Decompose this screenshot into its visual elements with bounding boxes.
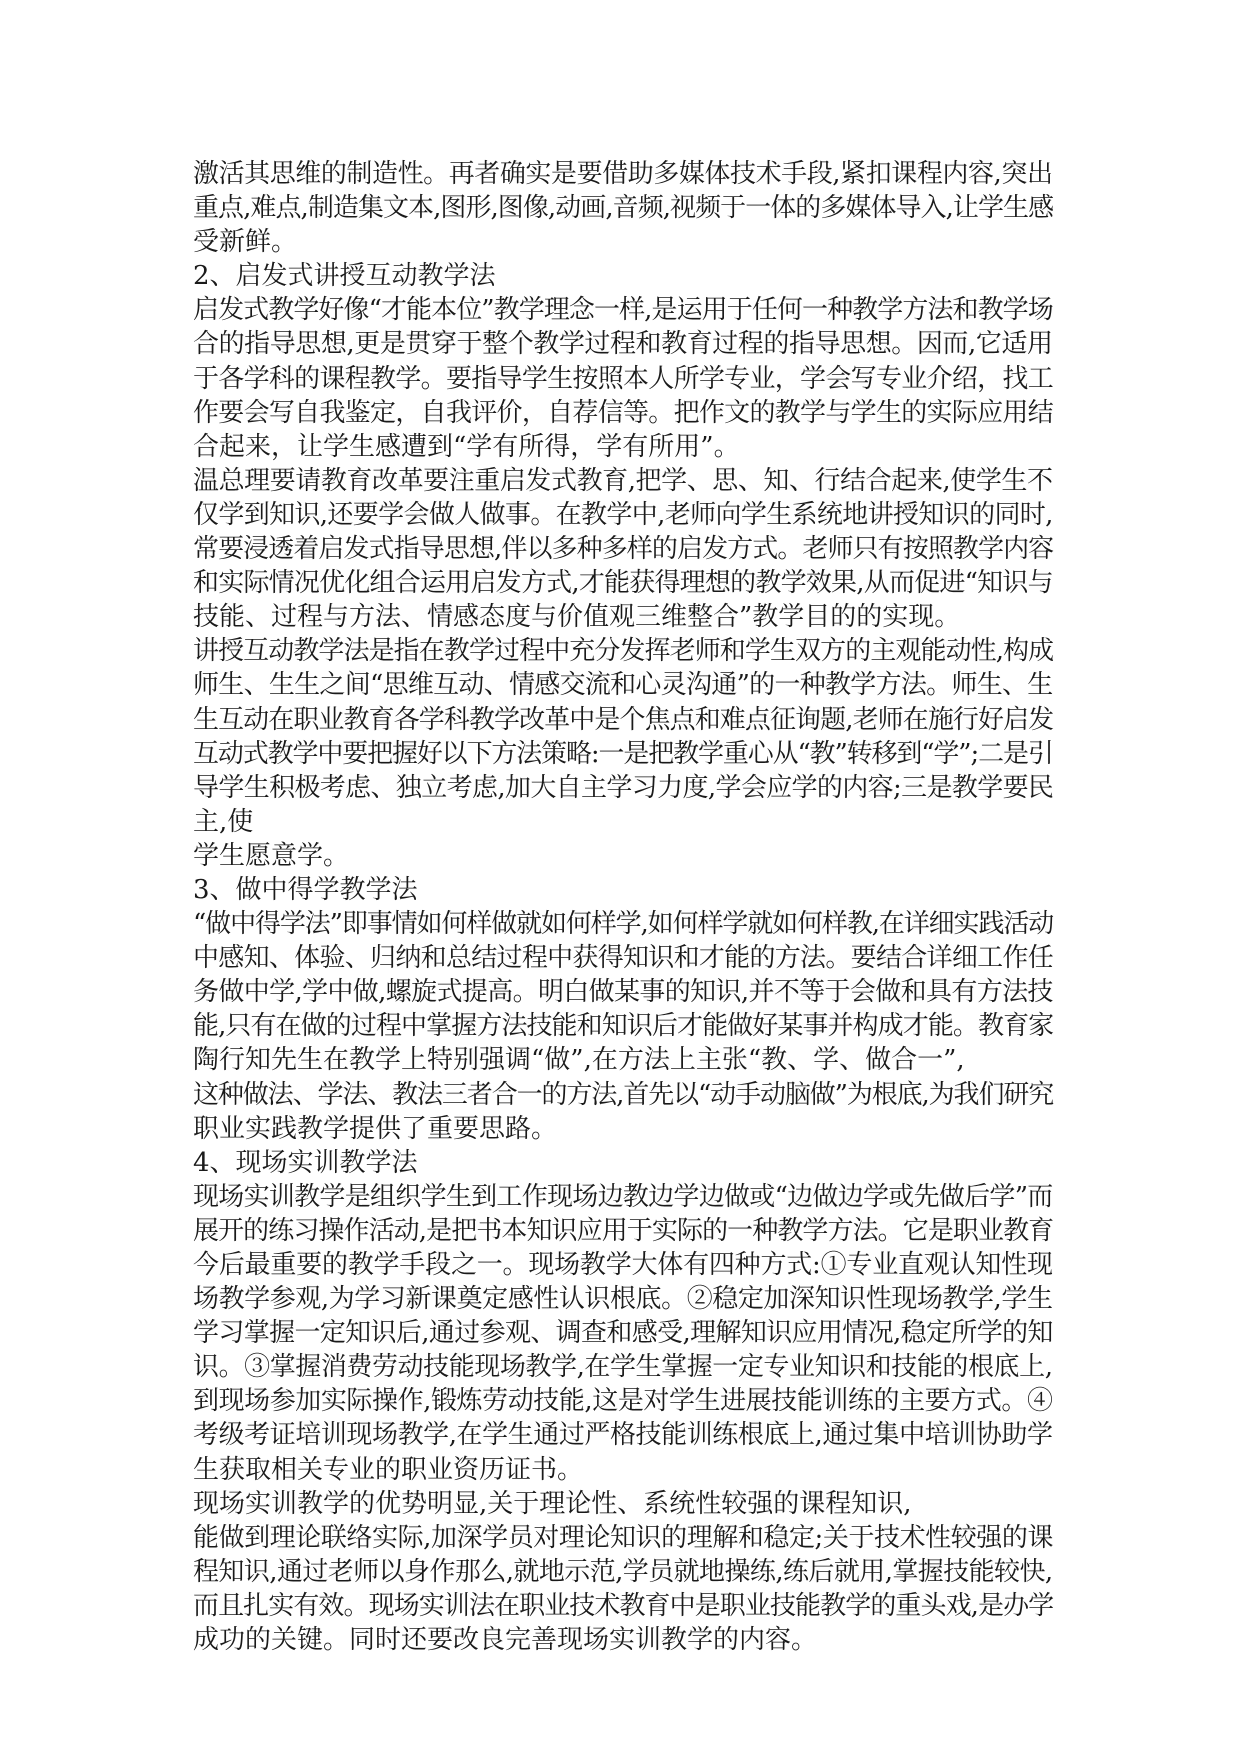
text-line: 4、现场实训教学法 [193, 1147, 418, 1178]
text-line: 今后最重要的教学手段之一。现场教学大体有四种方式:①专业直观认知性现 [193, 1250, 1053, 1280]
text-line: 陶行知先生在教学上特别强调“做”,在方法上主张“教、学、做合一”, [193, 1045, 965, 1076]
text-line: 仅学到知识,还要学会做人做事。在教学中,老师向学生系统地讲授知识的同时, [193, 499, 1053, 530]
text-line: 常要浸透着启发式指导思想,伴以多种多样的启发方式。老师只有按照教学内容 [193, 534, 1054, 565]
text-line: 到现场参加实际操作,锻炼劳动技能,这是对学生进展技能训练的主要方式。④ [193, 1386, 1053, 1417]
text-line: 生互动在职业教育各学科教学改革中是个焦点和难点征询题,老师在施行好启发 [193, 704, 1054, 735]
text-line: 师生、生生之间“思维互动、情感交流和心灵沟通”的一种教学方法。师生、生 [193, 670, 1053, 701]
text-line: 激活其思维的制造性。再者确实是要借助多媒体技术手段,紧扣课程内容,突出 [193, 159, 1053, 189]
text-line: 中感知、体验、归纳和总结过程中获得知识和才能的方法。要结合详细工作任 [193, 943, 1054, 974]
text-line: 于各学科的课程教学。要指导学生按照本人所学专业，学会写专业介绍，找工 [193, 363, 1054, 394]
text-line: 能做到理论联络实际,加深学员对理论知识的理解和稳定;关于技术性较强的课 [193, 1522, 1054, 1553]
text-line: 现场实训教学的优势明显,关于理论性、系统性较强的课程知识, [193, 1488, 912, 1519]
text-line: “做中得学法”即事情如何样做就如何样学,如何样学就如何样教,在详细实践活动 [193, 909, 1054, 940]
text-line: 职业实践教学提供了重要思路。 [193, 1113, 558, 1144]
text-line: 和实际情况优化组合运用启发方式,才能获得理想的教学效果,从而促进“知识与 [193, 568, 1053, 599]
text-line: 温总理要请教育改革要注重启发式教育,把学、思、知、行结合起来,使学生不 [193, 465, 1053, 496]
text-line: 学习掌握一定知识后,通过参观、调查和感受,理解知识应用情况,稳定所学的知 [193, 1318, 1053, 1349]
text-line: 讲授互动教学法是指在教学过程中充分发挥老师和学生双方的主观能动性,构成 [193, 636, 1054, 667]
text-line: 识。③掌握消费劳动技能现场教学,在学生掌握一定专业知识和技能的根底上, [193, 1352, 1053, 1383]
text-line: 生获取相关专业的职业资历证书。 [193, 1454, 584, 1485]
text-line: 现场实训教学是组织学生到工作现场边教边学边做或“边做边学或先做后学”而 [193, 1181, 1053, 1212]
text-line: 互动式教学中要把握好以下方法策略:一是把教学重心从“教”转移到“学”;二是引 [193, 738, 1053, 769]
text-line: 受新鲜。 [193, 227, 298, 258]
text-line: 3、做中得学教学法 [193, 874, 418, 905]
text-line: 2、启发式讲授互动教学法 [193, 261, 496, 292]
text-line: 程知识,通过老师以身作那么,就地示范,学员就地操练,练后就用,掌握技能较快, [193, 1556, 1053, 1587]
text-line: 合的指导思想,更是贯穿于整个教学过程和教育过程的指导思想。因而,它适用 [193, 329, 1053, 360]
text-line: 启发式教学好像“才能本位”教学理念一样,是运用于任何一种教学方法和教学场 [193, 295, 1053, 326]
text-line: 成功的关键。同时还要改良完善现场实训教学的内容。 [193, 1625, 818, 1656]
text-line: 导学生积极考虑、独立考虑,加大自主学习力度,学会应学的内容;三是教学要民 [193, 772, 1054, 803]
text-line: 重点,难点,制造集文本,图形,图像,动画,音频,视频于一体的多媒体导入,让学生感 [193, 193, 1054, 224]
document-body [193, 157, 1053, 1657]
text-line: 合起来，让学生感遭到“学有所得，学有所用”。 [193, 431, 740, 462]
text-line: 作要会写自我鉴定，自我评价，自荐信等。把作文的教学与学生的实际应用结 [193, 397, 1054, 428]
text-line: 展开的练习操作活动,是把书本知识应用于实际的一种教学方法。它是职业教育 [193, 1215, 1054, 1246]
text-line: 技能、过程与方法、情感态度与价值观三维整合”教学目的的实现。 [193, 602, 961, 633]
text-line: 学生愿意学。 [193, 840, 350, 871]
text-line: 而且扎实有效。现场实训法在职业技术教育中是职业技能教学的重头戏,是办学 [193, 1590, 1054, 1621]
text-line: 主,使 [193, 806, 254, 837]
text-line: 能,只有在做的过程中掌握方法技能和知识后才能做好某事并构成才能。教育家 [193, 1011, 1054, 1042]
text-line: 考级考证培训现场教学,在学生通过严格技能训练根底上,通过集中培训协助学 [193, 1420, 1053, 1451]
text-line: 这种做法、学法、教法三者合一的方法,首先以“动手动脑做”为根底,为我们研究 [193, 1079, 1054, 1110]
text-line: 务做中学,学中做,螺旋式提高。明白做某事的知识,并不等于会做和具有方法技 [193, 977, 1053, 1008]
text-line: 场教学参观,为学习新课奠定感性认识根底。②稳定加深知识性现场教学,学生 [193, 1284, 1053, 1315]
